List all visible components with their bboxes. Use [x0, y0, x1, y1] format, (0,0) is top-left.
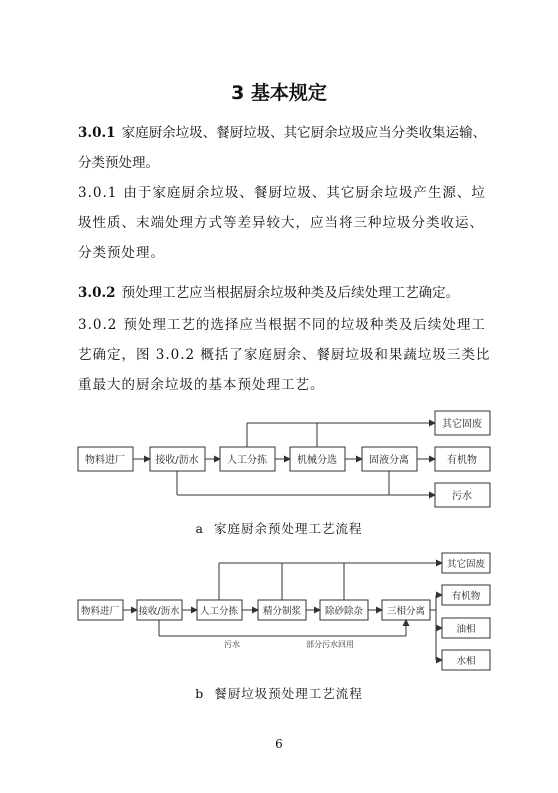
caption-b — [0, 684, 558, 702]
explanation-3-0-2 — [78, 310, 498, 400]
diagram-label: 其它固废 — [446, 559, 486, 570]
page-number: 6 — [275, 737, 283, 751]
diagram-label: 固液分离 — [369, 455, 409, 466]
diagram-label: 精分制浆 — [262, 606, 302, 617]
diagram-label: 水相 — [456, 656, 476, 667]
diagram-label: 接收/沥水 — [155, 455, 199, 466]
caption-letter: b — [195, 686, 205, 701]
diagram-label: 人工分拣 — [227, 455, 267, 466]
diagram-label: 污水 — [224, 640, 240, 649]
clause-text: 家庭厨余垃圾、餐厨垃圾、其它厨余垃圾应当分类收集运输、分类预处理。 — [78, 125, 487, 171]
explanation-number: 3.0.1 — [78, 185, 118, 201]
caption-a — [0, 519, 558, 537]
diagram-label: 接收/沥水 — [138, 606, 180, 617]
label: 物料进厂 — [85, 455, 125, 466]
diagram-label: 物料进厂 — [80, 606, 120, 617]
diagram-label: 其它固废 — [442, 419, 482, 430]
explanation-3-0-1 — [78, 178, 498, 268]
clause-number: 3.0.2 — [78, 285, 116, 301]
diagram-label: 除砂除杂 — [324, 606, 364, 617]
diagram-label: 部分污水回用 — [306, 640, 354, 649]
caption-letter: a — [195, 521, 204, 536]
explanation-text: 由于家庭厨余垃圾、餐厨垃圾、其它厨余垃圾产生源、垃圾性质、末端处理方式等差异较大，应当将三种垃圾分类收运、分类预处理。 — [78, 185, 486, 261]
clause-3-0-1 — [78, 118, 498, 178]
clause-3-0-2 — [78, 278, 498, 308]
process-diagram-b — [0, 545, 558, 675]
process-diagram-a — [0, 400, 558, 510]
explanation-text: 预处理工艺的选择应当根据不同的垃圾种类及后续处理工艺确定，图 3.0.2 概括了家庭厨余、餐厨垃圾和果蔬垃圾三类比重最大的厨余垃圾的基本预处理工艺。 — [78, 317, 491, 393]
clause-text: 预处理工艺应当根据厨余垃圾种类及后续处理工艺确定。 — [121, 285, 460, 301]
diagram-label: 油相 — [456, 624, 476, 635]
diagram-label: 机械分选 — [297, 455, 337, 466]
caption-text: 餐厨垃圾预处理工艺流程 — [214, 686, 363, 701]
diagram-label: 污水 — [452, 491, 472, 502]
diagram-label: 有机物 — [451, 591, 481, 602]
caption-text: 家庭厨余预处理工艺流程 — [213, 521, 363, 536]
diagram-label: 三相分离 — [386, 606, 426, 617]
clause-number: 3.0.1 — [78, 125, 116, 141]
diagram-label: 人工分拣 — [199, 606, 239, 617]
explanation-number: 3.0.2 — [78, 317, 118, 333]
diagram-label: 有机物 — [447, 455, 477, 466]
page-title: 3 基本规定 — [231, 82, 327, 104]
